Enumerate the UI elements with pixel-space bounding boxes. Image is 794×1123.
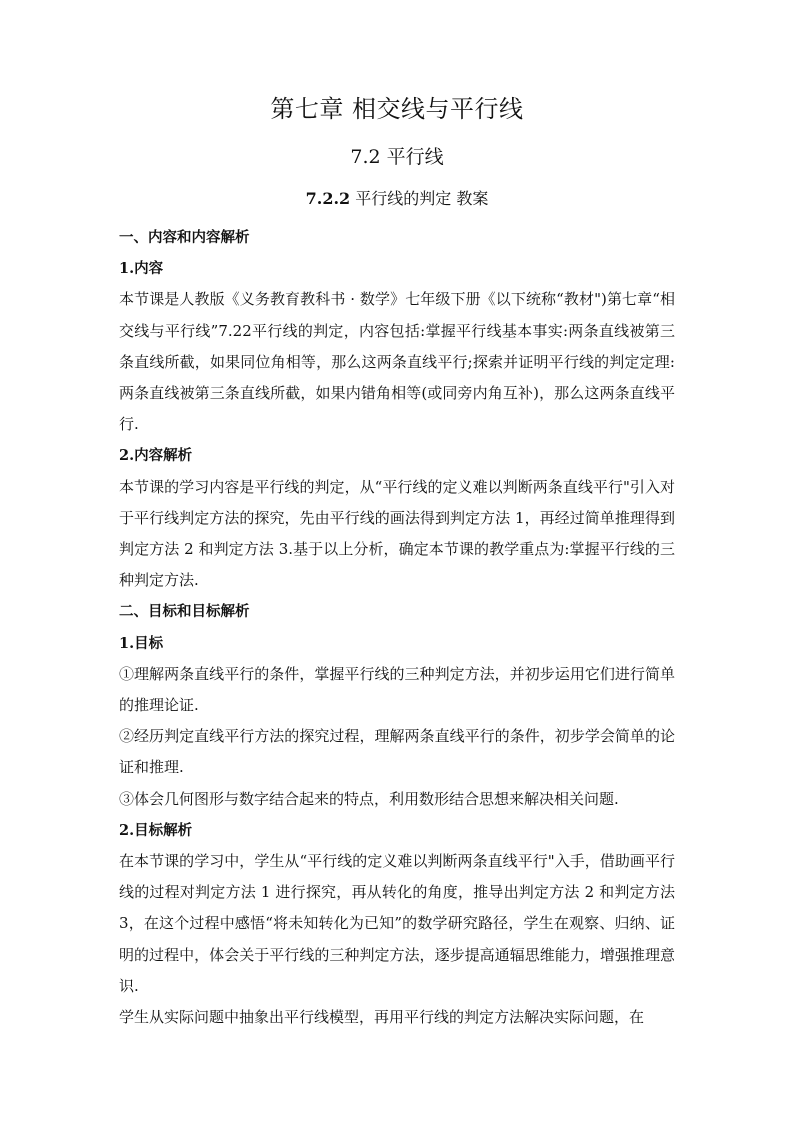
paragraph: 本节课是人教版《义务教育教科书 · 数学》七年级下册《以下统称“教材")第七章“相交线与平行线”7.22平行线的判定，内容包括:掌握平行线基本事实:两条直线被第三条直线所截，如果同位角相等，那么这两条直线平行;探索并证明平行线的判定定理:两条直线被第三条直线所截，如果内错角相等(或同旁内角互补)，那么这两条直线平行.	[119, 290, 675, 434]
lesson-number: 7.2.2	[305, 189, 351, 208]
subsection-heading: 2.内容解析	[119, 447, 193, 465]
section-heading: 一、内容和内容解析	[119, 229, 250, 246]
lesson-title	[0, 186, 794, 212]
document-body	[119, 222, 675, 1033]
subsection-heading: 2.目标解析	[119, 821, 193, 839]
section-title: 7.2 平行线	[350, 146, 444, 168]
subsection-heading: 1.目标	[119, 634, 164, 652]
objective-item: ①理解两条直线平行的条件，掌握平行线的三种判定方法，并初步运用它们进行简单的推理论证.	[119, 664, 675, 715]
paragraph: 在本节课的学习中，学生从“平行线的定义难以判断两条直线平行"入手，借助画平行线的过程对判定方法 1 进行探究，再从转化的角度，推导出判定方法 2 和判定方法 3，在这个过程中感悟“将未知转化为已知”的数学研究路径，学生在观察、归纳、证明的过程中，体会关于平行线的三种判定方法，逐步提高通辐思维能力，增强推理意识.	[119, 852, 675, 995]
section-heading: 二、目标和目标解析	[119, 603, 250, 621]
subsection-heading: 1.内容	[119, 260, 164, 278]
objective-item: ②经历判定直线平行方法的探究过程，理解两条直线平行的条件，初步学会简单的论证和推理.	[119, 727, 675, 777]
paragraph: 本节课的学习内容是平行线的判定，从“平行线的定义难以判断两条直线平行"引入对于平行线判定方法的探究，先由平行线的画法得到判定方法 1，再经过简单推理得到判定方法 2 和判定方法 3.基于以上分析，确定本节课的教学重点为:掌握平行线的三种判定方法.	[119, 477, 675, 590]
chapter-title: 第七章 相交线与平行线	[270, 95, 524, 123]
lesson-title-text: 平行线的判定 教案	[350, 189, 489, 208]
objective-item: ③体会几何图形与数字结合起来的特点，利用数形结合思想来解决相关问题.	[119, 789, 619, 808]
paragraph: 学生从实际问题中抽象出平行线模型，再用平行线的判定方法解决实际问题，在	[119, 1008, 645, 1027]
